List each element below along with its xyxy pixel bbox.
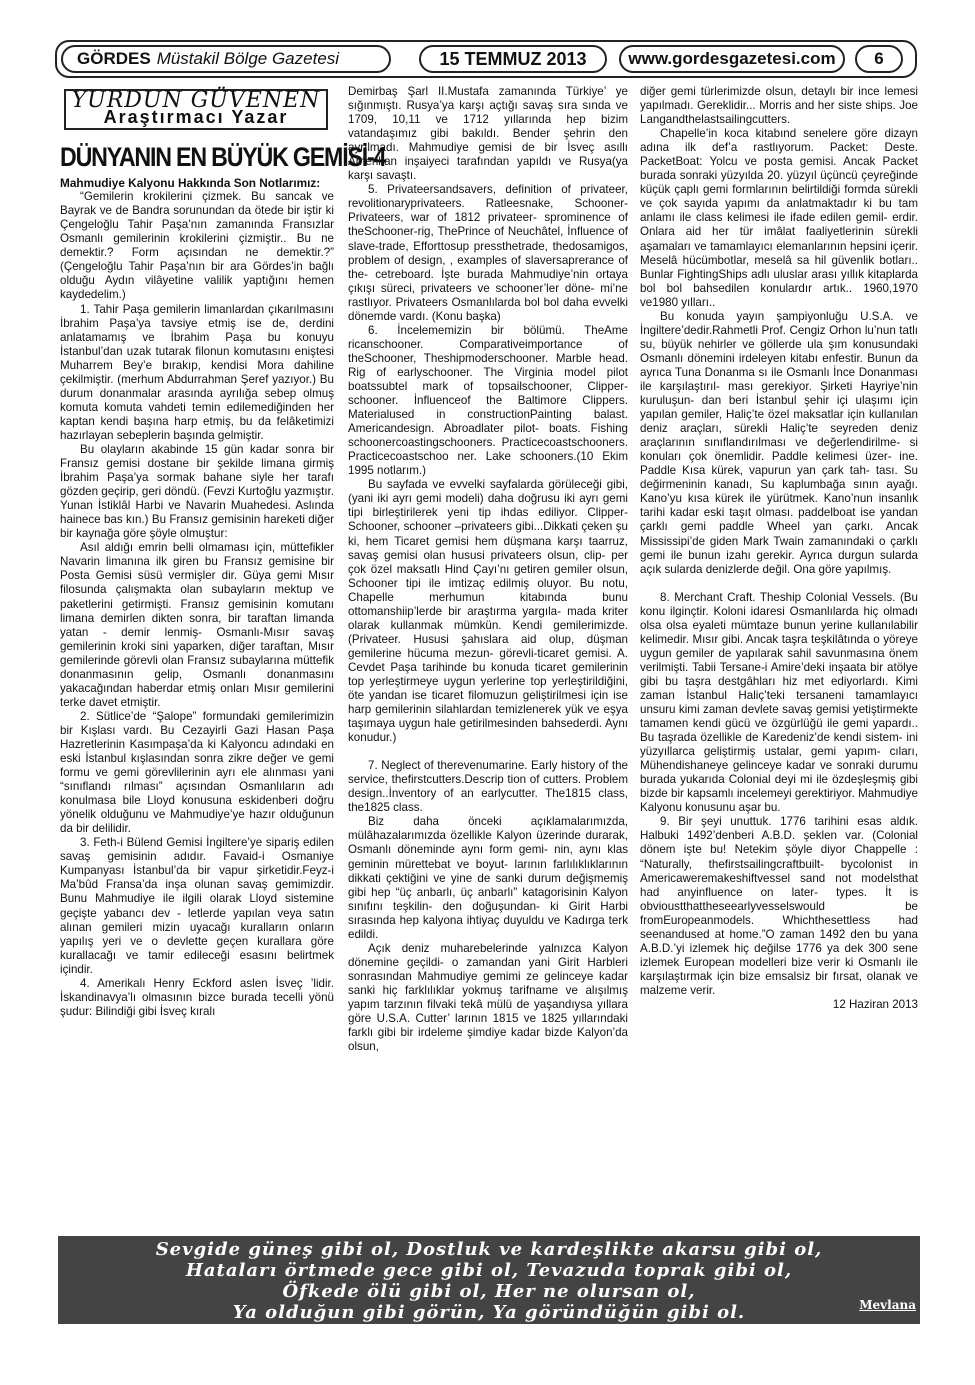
article-headline: DÜNYANIN EN BÜYÜK GEMİSİ-4: [60, 142, 386, 173]
author-box: [64, 89, 328, 130]
paragraph: Biz daha önceki açıklamalarımızda, mülâhazalarımızda özellikle Kalyon üzerinde durarak, Osmanlı döneminde aynı form gemi- nin, aynı klas geminin mürettebat ve boyut- larının farlılıklıklarının dikkati çektiğini ve yine de sanki durum değişmemiş gibi hep “üç anbarlı, üç anbarlı” katagorisinin Kalyon sınıfını teşkilin- den doğuşundan- ki Girit Harbi sırasında hep kalyona ihtiyaç duyuldu ve Kadırga terk edildi.: [348, 815, 628, 941]
paragraph: 7. Neglect of therevenumarine. Early history of the service, thefirstcutters.Descrip tion of cutters. Problem design..İnventory of an earlycutter. The1815 class, the1825 class.: [348, 759, 628, 815]
paragraph: 8. Merchant Craft. Theship Colonial Vessels. (Bu konu ilginçtir. Koloni idaresi Osmanlılarda hiç olmadı olsa olsa eyaleti mümtaze bunun yerine kullanılabilir kelimedir. Mısır gibi. Ancak taşra teşkilâtında o yöreye uygun gemiler de yapılarak sahil savunmasına önem verilmişti. Tabii Tersane-i Amire’deki inşaata bir atölye gibi bu taşra destgâhları hiz met ediyorlardı. Kimi zaman İstanbul Haliç’teki tersaneni tamamlayıcı unsuru kimi zaman devlete savaş gemisi yetiştirmekte tamamen kendi gücü ve özgürlüğü ile gemi yapardı.. Bu taşrada özellikle de Karedeniz’de kendi sistem- ini yüzyıllarca geliştirmiş ustalar, gemi yapım- cıları, Mühendishaneye gelinceye kadar ve sonraki durumu burada yukarıda Colonial deyi mi ile özdeşleşmiş gibi bizde bir kapsamlı incelemeyi gerektiriyor. Mahmudiye Kalyonu konusunu aşar bu.: [640, 590, 918, 815]
paper-subtitle: Müstakil Bölge Gazetesi: [156, 49, 340, 68]
banner-line: Öfkede ölü gibi ol, Her ne olursan ol,: [282, 1281, 696, 1302]
quote-banner: [58, 1236, 920, 1324]
paragraph: Asıl aldığı emrin belli olmaması için, müttefikler Navarin limanına ilk giren bu Fransız gemisine bir Posta Gemisi süsü vermişler dir. Güya gemi Mısır filosunda çalışmakta olan subayların mektup ve paketlerini getirmişti. Fransız gemisinin komutanı limana demirlen dikten sonra, bir taraftan limanda yatan - demir lenmiş- Osmanlı-Mısır savaş gemilerinin kroki sini yaparken, diğer taraftan, Mısır gemilerinde görevli olan Fransız subaylarına müttefik donanmasının gelip, Osmanlı donanmasını yakacağından haberdar etmiş onları Mısır gemilerini terke davet etmiştir.: [60, 541, 334, 709]
issue-date: 15 TEMMUZ 2013: [419, 45, 607, 73]
column-2: [348, 85, 628, 1230]
closing-date: 12 Haziran 2013: [832, 998, 918, 1011]
author-name: YURDUN GÜVENEN: [71, 88, 321, 113]
paragraph: 5. Privateersandsavers, definition of privateer, revolitionaryprivateers. Ratleesnake, Schooner- Privateers, war of 1812 privateer- sprominence of theSchooner-rig, ThePrince of Neuchâtel, İnfluence of slave-trade, Efforttosup pressthetrade, thedosamigos, problem of design, , examples of slaversaprerance of the- cetreboard. İşte burada Mahmudiye’nin ortaya çıkışı süreci, privateers ve schooner’ler döne- mi’ne rastlıyor. Privateers Osmanlılarda bol bol daha evvelki dönemde vardı. (Konu başka): [348, 183, 628, 323]
paragraph: Bu sayfada ve evvelki sayfalarda görüleceği gibi, (yani iki ayrı gemi modeli) daha doğrusu iki ayrı gemi tipi birleştirilerek yeni tip ihdas ediliyor. Clipper-Schooner, schooner –privateers gibi...Dikkati çeken şu ki, hem Ticaret gemisi hem düşmana karşı taarruz, savaş gemisi olan hususi privateers olsun, clip- per çok özel maksatlı Hind Çayı’nı getiren gemiler olsun, Schooner tipi ile imtizaç edilmiş oluyor. Bu notu, Chapelle merhumun kitabında bunu ottomanshiip’lerde bir araştırma yargıla- mada kriter olarak kullanmak mümkün. Kendi gemilerimizde. (Privateer. Hususi şahıslara aid olup, düşman gemilerine hücuma mezun- görevli-ticaret gemisi. A. Cevdet Paşa tarihinde bu konuda ticaret gemilerinin top yerleştirmeye uygun yerlerine top yerleştirildiğini, öte yandan ise ticaret filomuzun geliştirilmesi için ise harp gemilerinin silahlardan temizlenerek yük ve eşya taşımaya uygun hale getirilmesinden bahsederdi. Aynı konudur.): [348, 478, 628, 745]
masthead: [61, 45, 391, 73]
paragraph: Bu olayların akabinde 15 gün kadar sonra bir Fransız gemisi dostane bir şekilde limana girmiş İbrahim Paşa’ya sormak bahane siyle her tarafı gözden geçirip, geri döndü. (Fevzi Kurtoğlu yazmıştır. Yunan İstiklâl Harbi ve Navarin Muahedesi. Aslında hainece bas kın.) Bu Fransız gemisinin hareketi diğer bir kaynağa göre şöyle olmuştur:: [60, 442, 334, 541]
column-1: [60, 85, 386, 1385]
paragraph: 3. Feth-i Bülend Gemisi İngiltere’ye sipariş edilen savaş gemisinin adıdır. Favaid-i Osmaniye Kumpanyası İstanbul’da bir vapur şirketidir.Feyz-i Ma’bûd Fransa’da inşa olunan savaş gemimizdir. Bunu Mahmudiye ile ilgili olarak Lloyd sistemine geçişte yabancı dev - letlerde yapılan veya satın alınan gemileri mizin uyacağı kuralların onların yapılış yeri ve o devlette geçen kurallara göre kurallacağı ve tamir edileceği esasını belirtmek içindir.: [60, 836, 334, 976]
page-number: 6: [855, 45, 903, 73]
website-link[interactable]: www.gordesgazetesi.com: [619, 45, 845, 73]
banner-line: Sevgide güneş gibi ol, Dostluk ve kardeşlikte akarsu gibi ol,: [155, 1239, 823, 1260]
banner-line: Ya olduğun gibi görün, Ya göründüğün gibi ol.: [232, 1302, 746, 1323]
paragraph: diğer gemi türlerimizde olsun, detaylı bir ince lemesi yapılmadı. Gereklidir... Morris and her siste ships. Joe Langandthelastsailingcutters.: [640, 85, 918, 127]
article-subhead: Mahmudiye Kalyonu Hakkında Son Notlarımız:: [60, 176, 321, 191]
banner-signature: Mevlana: [859, 1298, 916, 1312]
paragraph: 1. Tahir Paşa gemilerin limanlardan çıkarılmasını İbrahim Paşa’ya tavsiye etmiş ise de, derdini anlatamamış ve İbrahim Paşa bu konuyu İstanbul’dan uzak tutarak filonun komutasını eniştesi Muharrem Bey’e bırakıp, kendisi Mora dahiline çekilmiştir. (merhum Abdurrahman Şeref yazıyor.) Bu durum donanmalar arasında ayrılığa sebep olmuş komuta komuta vahdeti temin edilemediğinden her kaptan kendi başına harp etmiş, bu da felâketimizi hazırlayan sebeplerin başında gelmiştir.: [60, 302, 334, 442]
author-role: Araştırmacı Yazar: [103, 107, 289, 128]
paragraph: 6. İncelememizin bir bölümü. TheAme ricanschooner. Comparativeimportance of theSchooner, Theshipmoderschooner. Marble head. Rig of earlyschooner. The Virginia model pilot boatssubtel mark of topsailschooner, Clipper-schooner. İnfluenceof the Baltimore Clippers. Materialused in constructionPainting balast. Americandesign. Abroadlater pilot- boats. Fishing schoonercoastingschooners. Practicecoastschooners. Practicecoastschoo ner. Lake schooners.(10 Ekim 1995 notlarım.): [348, 323, 628, 478]
paper-name: GÖRDES: [77, 49, 151, 68]
paragraph: Bu konuda yayın şampiyonluğu U.S.A. ve İngiltere’dedir.Rahmetli Prof. Cengiz Orhon lu’nun tatlı su, büyük nehirler ve göllerde ula şım konusundaki Osmanlı dönemini irdeleyen kitabı enfestir. Bunun da ayrıca Tuna Donanma sı ile Osmanlı İnce Donanması ile karşılaştırıl- ması gerekiyor. Şirketi Hayriye’nin kuruluşun- dan beri İstanbul şehir içi ulaşımı için yapılan gemiler, Haliç’te özel maksatlar için kullanılan deniz araçları, sürekli Haliç’te seyreden deniz araçlarının sınıflandırılması ve değerlendirilme- si konuları çok önemlidir. Paddle kelimesi üzer- ine. Paddle Kısa kürek, vapurun yan çark tah- tası. Su değirmeninin kanadı, Su kaplumbağa sının ayağı. Kano’yu kısa kürek ile yürütmek. Kano’nun insanlık tarihi kadar eski taşıt olması. paddelboat ise yandan çarklı gemi paddle Wheel yan çarkı. Ancak Mississipi’de giden Mark Twain zamanındaki o çarklı gemi ile bunun izahı gerekir. Ayrıca durgun sularda açık sularda denizlerde değil. Ona göre yapılmış.: [640, 309, 918, 576]
page-header: [55, 40, 917, 78]
banner-line: Hataları örtmede gece gibi ol, Tevazuda toprak gibi ol,: [185, 1260, 793, 1281]
paragraph: “Gemilerin krokilerini çizmek. Bu sancak ve Bayrak ve de Bandra sorunundan da ötede bir iştir ki Çengeloğlu Tahir Paşa’nın zamanında Fransızlar Osmanlı gemilerinin krokilerini çizmiştir.. Bu ne demektir.? Form açısından ne demektir.?” (Çengeloğlu Tahir Paşa’nın bir ara Gördes’in bağlı olduğu Aydın vilâyetine valilik yaptığını hemen kaydedelim.): [60, 190, 334, 302]
paragraph: 9. Bir şeyi unuttuk. 1776 tarihini esas aldık. Halbuki 1492’denberi A.B.D. şeklen var. (Colonial dönem işte bu! Netekim şöyle diyor Chappelle : “Naturally, thefirstsailingcraftbuilt- bycolonist in Americaweremakeshiftvessel sand not modelsthat had anyinfluence on later- types. İt is obvioustthattheseearlyvesselswould be fromEuropeanmodels. Whichthesettless had seenandused at home.”O zaman 1492 den bu yana A.B.D.’yi izlemek hiç değilse 1776 ya dek 300 sene izlemek European modelleri bize verir ki Osmanlı ile karşılaştırmak için bize emsalsiz bir fırsat, olanak ve malzeme verir.: [640, 815, 918, 997]
column-3: [640, 85, 918, 1230]
paragraph: 2. Sütlice’de “Şalope” formundaki gemilerimizin bir Kışlası vardı. Bu Cezayirli Gazi Hasan Paşa Hazretlerinin Kasımpaşa’da ki Kalyoncu adındaki en eski İstanbul kışlasından sonra zikre değer ve gemi formu ve gemi görevlilerinin ayrı ele alınması yani “sınıflandı rılması” açısından Osmanlıların adı konulmasa bile Lloyd konusuna eskidenberi doğru yönelik olduğunu ve Mahmudiye’ye hazır olduğunun da bir delilidir.: [60, 709, 334, 836]
paragraph: 4. Amerikalı Henry Eckford aslen İsveç ’lidir. İskandinavya’lı olmasının bizce burada tecelli yönü şudur: Bilindiği gibi İsveç kıralı: [60, 976, 334, 1018]
paragraph: Chapelle’in koca kitabınd senelere göre dizayn adına ilk def’a rastlıyorum. Packet: Deste. PacketBoat: Yolcu ve posta gemisi. Ancak Packet burada sonraki yüzyılda 20. yüzyıl üçüncü çeyreğinde küçük çaplı gemi formlarının belirtildiği formda sürekli ve çok sayıda yapımı da anlatmaktadır ki bu tam anlamı ile class kelimesi ile ifade edilen gemil- erdir. Onlara aid her tür imâlat faaliyetlerinin sürekli aşamaları ve tamamlayıcı elemanlarının hepsini içerir. Meselâ hücümbotlar, meselâ sa hil güvenlik botları.. Bunlar FightingShips adlı uluslar arası yıllık kitaplarda bol bol bahsedilen konulardır artık.. 1960,1970 ve1980 yılları..: [640, 127, 918, 309]
paragraph: Açık deniz muharebelerinde yalnızca Kalyon dönemine geçildi- o zamandan yani Girit Harbleri sonrasından Mahmudiye gemimi ze gelinceye kadar sanki hiç farklılıklar yokmuş tarifname ve alışılmış yapım tarzının filvaki tekâ mülü de yaşandıysa yıllara göre U.S.A. Cutter’ larının 1815 ve 1825 yıllarındaki farklı gibi bir irdeleme şimdiye kadar bizde Kalyon’da olsun,: [348, 941, 628, 1054]
paragraph: Demirbaş Şarl II.Mustafa zamanında Türkiye’ ye sığınmıştı. Rusya’ya karşı açtığı savaş sıra sında ve 1709, 10,11 ve 1712 yıllarında hep bizim vatandaşımız gibi bakıldı. Bender şehrin den ayrılmadı. Mahmudiye gemisi de bir İsveç asıllı Amerikan inşaiyeci tarafından yapıldı ve Rusya(ya karşı savaştı.: [348, 85, 628, 183]
